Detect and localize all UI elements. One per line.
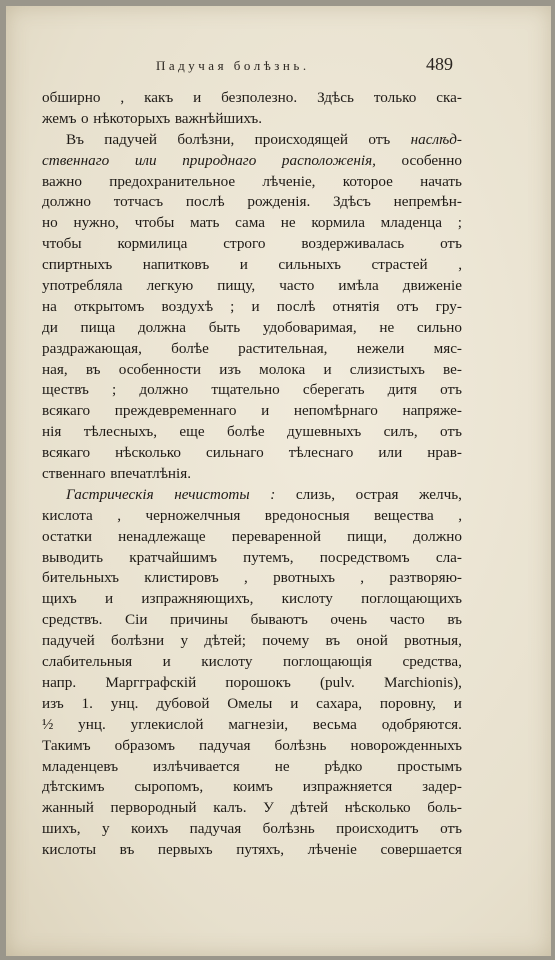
word: совершается xyxy=(380,841,462,859)
word: дѣтей; xyxy=(204,632,246,650)
word: сама xyxy=(235,214,266,232)
book-page xyxy=(6,6,551,956)
text-line xyxy=(42,380,462,401)
word: весьма xyxy=(312,715,357,733)
word: отъ xyxy=(440,381,462,399)
word: новорожденныхъ xyxy=(350,736,462,754)
word: сильно xyxy=(416,318,462,336)
word: и xyxy=(251,297,260,315)
word: мяс- xyxy=(433,339,462,357)
word: пища xyxy=(80,318,116,336)
body-text xyxy=(42,88,462,861)
word: у xyxy=(180,632,189,650)
word: поглощающихъ xyxy=(361,590,462,608)
word: ; xyxy=(111,381,117,399)
word: (pulv. xyxy=(319,673,355,691)
word: нія xyxy=(42,423,62,441)
word: У xyxy=(263,799,274,817)
text-line xyxy=(42,527,462,548)
word: одобряются. xyxy=(381,715,462,733)
word: дѣтей xyxy=(290,799,329,817)
word: нрав- xyxy=(427,444,462,462)
text-line xyxy=(42,339,462,360)
word: поглощающія xyxy=(282,653,372,671)
word: болѣзнь xyxy=(262,820,315,838)
word: вредоносныя xyxy=(264,506,350,524)
text-line xyxy=(42,255,462,276)
word: должна xyxy=(137,318,186,336)
word: кратчайшимъ xyxy=(129,548,217,566)
word: младенцевъ xyxy=(42,757,119,775)
word: предохранительное xyxy=(109,172,236,190)
word: лѣченіе xyxy=(307,841,357,859)
word: тѣлеснаго xyxy=(288,444,354,462)
word: Здѣсъ xyxy=(333,193,371,211)
word: порошокъ xyxy=(225,673,291,691)
word: Marchionis), xyxy=(383,673,462,691)
word: напр. xyxy=(42,673,77,691)
word: дубовой xyxy=(156,694,210,712)
word: безполезно. xyxy=(221,89,298,106)
word: мать xyxy=(190,214,220,232)
text-line xyxy=(42,276,462,297)
word: о xyxy=(81,109,89,127)
word: клистировъ xyxy=(144,569,219,587)
word: посредствомъ xyxy=(319,548,410,566)
word: Омелы xyxy=(227,694,273,712)
word: кислоту xyxy=(281,590,333,608)
word: болѣе xyxy=(171,339,209,357)
word: которое xyxy=(342,172,393,190)
word: Сіи xyxy=(125,611,148,629)
word: воздухѣ xyxy=(161,297,214,315)
word: средствъ. xyxy=(42,611,103,629)
word: остатки xyxy=(42,527,93,545)
word: не xyxy=(379,318,395,336)
word: открытомъ xyxy=(73,297,145,315)
word: особенности xyxy=(118,360,202,378)
word: почему xyxy=(262,632,310,650)
text-line xyxy=(42,464,462,485)
word: изпражняющихъ, xyxy=(141,590,254,608)
text-line xyxy=(42,422,462,443)
running-head xyxy=(6,54,551,78)
word: ½ xyxy=(42,715,54,733)
word: нѣсколько xyxy=(115,444,181,462)
word: коимъ xyxy=(233,778,273,796)
word: напитковъ xyxy=(142,256,210,274)
word: всякаго xyxy=(42,402,91,420)
word: изъ xyxy=(42,694,64,712)
word: раздражающая, xyxy=(42,339,142,357)
word: часто xyxy=(389,611,425,629)
word: первыхъ xyxy=(157,841,213,859)
word: пищи, xyxy=(347,527,387,545)
word: сильнаго xyxy=(206,444,264,462)
word: средства, xyxy=(402,653,462,671)
text-line xyxy=(42,819,462,840)
word: унц. xyxy=(110,694,139,712)
word: болѣзнь xyxy=(274,736,327,754)
word: тотчасъ xyxy=(113,193,164,211)
word: ственнаго xyxy=(42,465,106,483)
word: жанный xyxy=(42,799,94,817)
word: кормилица xyxy=(117,235,188,253)
text-line xyxy=(42,589,462,610)
word: углекислой xyxy=(130,715,204,733)
word: дѣтскимъ xyxy=(42,778,105,796)
word: нужно, xyxy=(73,214,119,232)
word: сберегать xyxy=(302,381,365,399)
word: непремѣн- xyxy=(393,193,462,211)
word: чтобы xyxy=(42,235,82,253)
word: воздерживалась xyxy=(301,235,405,253)
word: желчь, xyxy=(418,485,462,503)
word: гру- xyxy=(435,297,462,315)
text-line xyxy=(42,652,462,673)
word: обширно xyxy=(42,89,101,106)
word: отъ xyxy=(440,423,462,441)
word: слизистыхъ xyxy=(349,360,425,378)
word: ществъ xyxy=(42,381,89,399)
word: : xyxy=(270,485,276,503)
word: нѣсколько xyxy=(344,799,411,817)
word: кислоты xyxy=(42,841,97,859)
word: бываютъ xyxy=(250,611,308,629)
word: переваренной xyxy=(231,527,321,545)
text-line xyxy=(42,130,462,151)
word: унц. xyxy=(78,715,106,733)
word: не xyxy=(280,214,296,232)
word: Такимъ xyxy=(42,736,91,754)
word: коихъ xyxy=(131,820,169,838)
text-line xyxy=(42,506,462,527)
text-line xyxy=(42,694,462,715)
word: но xyxy=(42,214,58,232)
word: , xyxy=(120,89,125,106)
word: напряже- xyxy=(402,402,462,420)
word: особенно xyxy=(401,151,462,169)
word: кислота xyxy=(42,506,93,524)
word: падучей xyxy=(104,130,157,148)
text-line xyxy=(42,568,462,589)
text-line xyxy=(42,736,462,757)
text-line xyxy=(42,715,462,736)
text-line xyxy=(42,401,462,422)
word: Маргграфскій xyxy=(105,673,197,691)
word: путяхъ, xyxy=(236,841,285,859)
word: въ xyxy=(447,611,462,629)
word: рѣдко xyxy=(324,757,363,775)
word: выводить xyxy=(42,548,104,566)
text-line xyxy=(42,234,462,255)
word: должно xyxy=(413,527,462,545)
word: ственнаго xyxy=(42,151,110,169)
word: преждевременнаго xyxy=(114,402,237,420)
word: отнятія xyxy=(332,297,380,315)
word: тѣлесныхъ, xyxy=(83,423,158,441)
word: первородный xyxy=(110,799,197,817)
text-line xyxy=(42,360,462,381)
word: разтворяю- xyxy=(389,569,462,587)
word: боль- xyxy=(427,799,462,817)
word: чтобы xyxy=(134,214,175,232)
text-line xyxy=(42,318,462,339)
word: часто xyxy=(279,277,315,295)
word: рвотныя, xyxy=(404,632,462,650)
text-line xyxy=(42,673,462,694)
text-line xyxy=(42,443,462,464)
word: природнаго xyxy=(182,151,257,169)
word: и xyxy=(261,402,270,420)
word: изъ xyxy=(219,360,241,378)
word: сильныхъ xyxy=(278,256,341,274)
word: ная, xyxy=(42,360,68,378)
word: нежели xyxy=(356,339,405,357)
word: употребляла xyxy=(42,277,123,295)
word: оной xyxy=(356,632,388,650)
text-line xyxy=(42,172,462,193)
text-line xyxy=(42,610,462,631)
word: сыропомъ, xyxy=(134,778,204,796)
word: шихъ, xyxy=(42,820,81,838)
word: молока xyxy=(259,360,306,378)
word: силъ, xyxy=(383,423,418,441)
word: происходитъ xyxy=(336,820,419,838)
word: отъ xyxy=(440,820,462,838)
word: кормила xyxy=(311,214,365,232)
word: щихъ xyxy=(42,590,77,608)
word: и xyxy=(162,653,171,671)
text-line xyxy=(42,840,462,861)
word: и xyxy=(193,89,202,106)
word: какъ xyxy=(144,89,174,106)
running-title: Падучая болѣзнь. xyxy=(156,58,310,73)
text-line xyxy=(42,798,462,819)
word: младенца xyxy=(380,214,443,232)
word: на xyxy=(42,297,57,315)
word: начать xyxy=(420,172,462,190)
word: кислоту xyxy=(201,653,253,671)
word: рвотныхъ xyxy=(273,569,335,587)
word: впечатлѣнія. xyxy=(110,465,192,483)
word: ди xyxy=(42,318,58,336)
word: рожденія. xyxy=(247,193,311,211)
word: расположенія, xyxy=(281,151,376,169)
word: излѣчивается xyxy=(153,757,240,775)
word: должно xyxy=(42,193,91,211)
word: слизь, xyxy=(295,485,336,503)
word: и xyxy=(453,694,462,712)
word: болѣзни xyxy=(110,632,165,650)
word: или xyxy=(134,151,157,169)
word: сахара, xyxy=(316,694,363,712)
word: душевныхъ xyxy=(287,423,362,441)
word: ненадлежаще xyxy=(118,527,206,545)
word: тщательно xyxy=(211,381,280,399)
word: бительныхъ xyxy=(42,569,119,587)
word: изпражняется xyxy=(302,778,393,796)
text-line xyxy=(42,757,462,778)
word: растительная, xyxy=(238,339,328,357)
word: всякаго xyxy=(42,444,91,462)
word: и xyxy=(239,256,248,274)
text-line xyxy=(42,151,462,172)
word: въ xyxy=(119,841,135,859)
word: Здѣсь xyxy=(317,89,354,106)
word: черножелчныя xyxy=(145,506,241,524)
text-line xyxy=(42,485,462,506)
text-line xyxy=(42,631,462,652)
word: Въ xyxy=(66,130,84,148)
word: непомѣрнаго xyxy=(293,402,378,420)
word: важно xyxy=(42,172,82,190)
word: отъ xyxy=(396,297,419,315)
text-line xyxy=(42,777,462,798)
word: отъ xyxy=(440,235,462,253)
word: быть xyxy=(208,318,241,336)
word: Гастрическія xyxy=(66,485,154,503)
word: и xyxy=(323,360,332,378)
word: послѣ xyxy=(185,193,225,211)
word: путемъ, xyxy=(243,548,294,566)
word: образомъ xyxy=(114,736,175,754)
word: , xyxy=(458,256,462,274)
word: болѣе xyxy=(226,423,265,441)
page-number: 489 xyxy=(426,54,453,74)
word: еще xyxy=(179,423,205,441)
word: , xyxy=(243,569,248,587)
word: нѣкоторыхъ xyxy=(93,109,171,127)
word: ; xyxy=(230,297,235,315)
text-line xyxy=(42,109,462,130)
word: и xyxy=(104,590,114,608)
word: , xyxy=(360,569,365,587)
word: падучая xyxy=(189,820,242,838)
word: жемъ xyxy=(42,109,77,127)
word: легкую xyxy=(146,277,194,295)
word: послѣ xyxy=(276,297,316,315)
word: падучая xyxy=(198,736,251,754)
word: только xyxy=(373,89,417,106)
word: ска- xyxy=(436,89,462,106)
word: у xyxy=(101,820,110,838)
word: не xyxy=(274,757,290,775)
word: задер- xyxy=(422,778,462,796)
text-line xyxy=(42,548,462,569)
text-line xyxy=(42,192,462,213)
word: магнезіи, xyxy=(228,715,288,733)
word: страстей xyxy=(371,256,428,274)
word: строго xyxy=(223,235,266,253)
word: движеніе xyxy=(402,277,462,295)
word: происходящей xyxy=(254,130,349,148)
word: нечистоты xyxy=(174,485,250,503)
text-line xyxy=(42,88,462,109)
word: спиртныхъ xyxy=(42,256,113,274)
word: сла- xyxy=(435,548,462,566)
word: калъ. xyxy=(213,799,247,817)
word: наслѣд- xyxy=(410,130,462,148)
word: отъ xyxy=(368,130,391,148)
text-line xyxy=(42,297,462,318)
word: болѣзни, xyxy=(177,130,235,148)
word: 1. xyxy=(81,694,93,712)
word: слабительныя xyxy=(42,653,133,671)
word: должно xyxy=(139,381,189,399)
word: причины xyxy=(170,611,228,629)
word: поровну, xyxy=(379,694,436,712)
text-line xyxy=(42,213,462,234)
word: острая xyxy=(355,485,399,503)
word: ; xyxy=(457,214,462,232)
word: важнѣйшихъ. xyxy=(174,109,263,127)
word: дитя xyxy=(387,381,417,399)
word: въ xyxy=(85,360,101,378)
word: и xyxy=(290,694,299,712)
word: удобоваримая, xyxy=(262,318,357,336)
word: имѣла xyxy=(338,277,379,295)
word: пищу, xyxy=(217,277,256,295)
word: лѣченіе, xyxy=(262,172,316,190)
word: очень xyxy=(330,611,368,629)
word: въ xyxy=(325,632,341,650)
word: , xyxy=(117,506,122,524)
word: вещества xyxy=(374,506,434,524)
word: , xyxy=(458,506,462,524)
word: или xyxy=(378,444,403,462)
word: падучей xyxy=(42,632,95,650)
word: простымъ xyxy=(397,757,462,775)
word: ве- xyxy=(443,360,462,378)
